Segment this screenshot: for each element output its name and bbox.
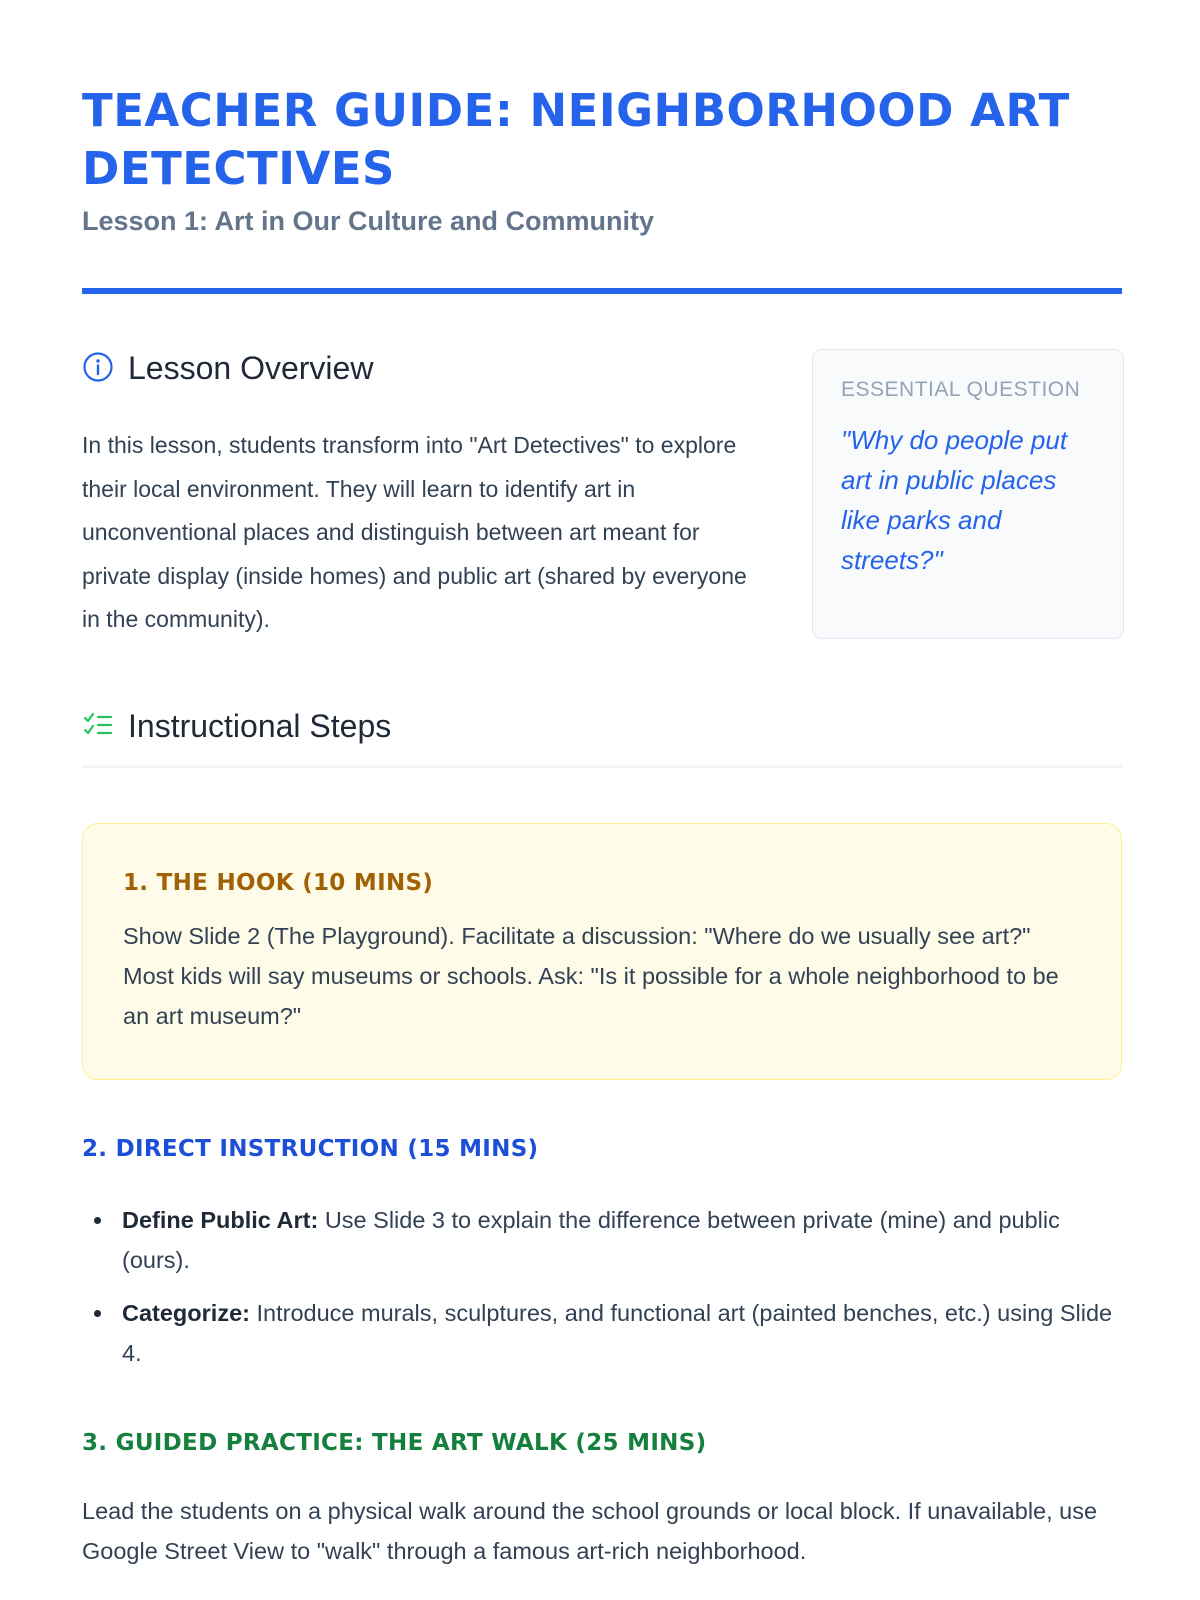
- hook-step-card: [82, 823, 1122, 1080]
- list-item-text: Use Slide 3 to explain the difference between private (mine) and public (ours).: [122, 1207, 1060, 1273]
- essential-question-label: ESSENTIAL QUESTION: [841, 378, 1081, 401]
- list-item-term: Define Public Art:: [122, 1207, 319, 1233]
- direct-instruction-title: 2. DIRECT INSTRUCTION (15 MINS): [82, 1136, 539, 1162]
- checklist-icon: [82, 709, 114, 745]
- hook-step-title: 1. THE HOOK (10 MINS): [123, 870, 434, 896]
- list-item: [82, 1293, 1122, 1373]
- steps-divider: [82, 765, 1122, 768]
- overview-heading-label: Lesson Overview: [128, 350, 374, 386]
- guided-practice-body: Lead the students on a physical walk around the school grounds or local block. If unavailable, use Google Street View to "walk" through a famous art-rich neighborhood.: [82, 1498, 1098, 1564]
- essential-question-quote: "Why do people put art in public places like parks and streets?": [841, 425, 1068, 575]
- page-title: TEACHER GUIDE: NEIGHBORHOOD ART DETECTIVES: [82, 84, 1070, 195]
- page-subtitle: Lesson 1: Art in Our Culture and Community: [82, 206, 655, 236]
- essential-question-card: [812, 349, 1124, 639]
- list-item-text: Introduce murals, sculptures, and functional art (painted benches, etc.) using Slide 4.: [122, 1300, 1113, 1366]
- list-item: [82, 1200, 1122, 1280]
- guided-practice-title: 3. GUIDED PRACTICE: THE ART WALK (25 MINS): [82, 1430, 707, 1456]
- steps-heading: [82, 708, 391, 745]
- list-item-term: Categorize:: [122, 1300, 250, 1326]
- hook-step-body: Show Slide 2 (The Playground). Facilitate a discussion: "Where do we usually see art?" Most kids will say museums or schools. Ask: "Is it possible for a whole neighborhood to be an art museum?": [123, 923, 1059, 1029]
- direct-instruction-list: [82, 1200, 1122, 1386]
- steps-heading-label: Instructional Steps: [128, 708, 392, 744]
- info-circle-icon: [82, 351, 114, 387]
- overview-heading: [82, 350, 373, 387]
- title-divider: [82, 288, 1122, 294]
- overview-body: In this lesson, students transform into "Art Detectives" to explore their local environment. They will learn to identify art in unconventional places and distinguish between art meant for private display (inside homes) and public art (shared by everyone in the community).: [82, 432, 747, 632]
